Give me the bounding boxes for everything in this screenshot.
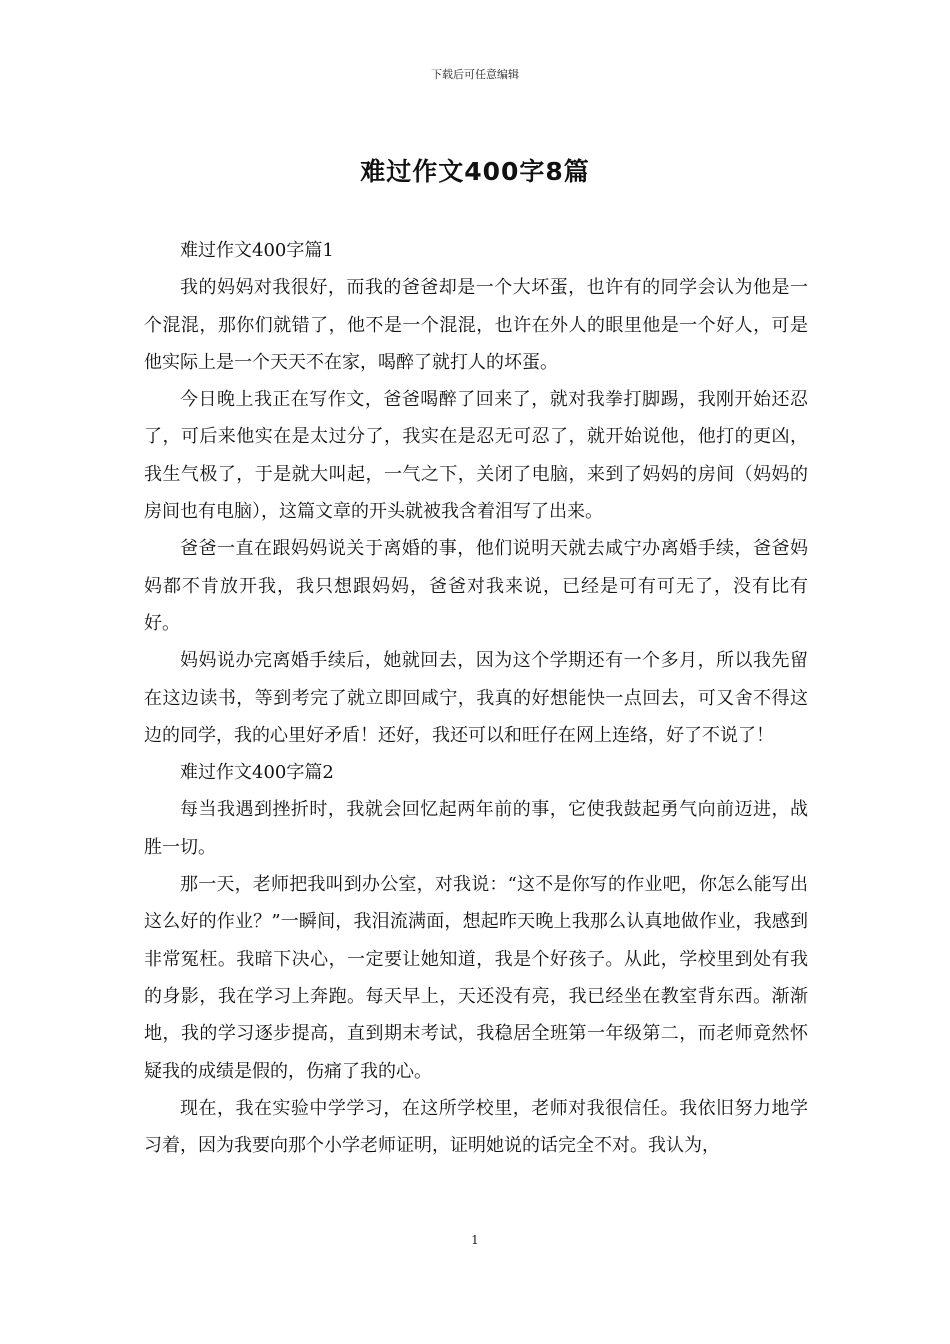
page-header-note: 下载后可任意编辑 <box>431 68 519 81</box>
section-heading-1: 难过作文400字篇1 <box>180 240 334 261</box>
section-heading-2: 难过作文400字篇2 <box>180 762 334 784</box>
page-number: 1 <box>471 1233 479 1247</box>
paragraph: 我的妈妈对我很好，而我的爸爸却是一个大坏蛋，也许有的同学会认为他是一个混混，那你们就错了，他不是一个混混，也许在外人的眼里他是一个好人，可是他实际上是一个天天不在家，喝醉了就打人的坏蛋。 <box>144 277 808 373</box>
paragraph: 今日晚上我正在写作文，爸爸喝醉了回来了，就对我拳打脚踢，我刚开始还忍了，可后来他实在是太过分了，我实在是忍无可忍了，就开始说他，他打的更凶，我生气极了，于是就大叫起，一气之下，关闭了电脑，来到了妈妈的房间（妈妈的房间也有电脑），这篇文章的开头就被我含着泪写了出来。 <box>144 389 808 523</box>
paragraph: 每当我遇到挫折时，我就会回忆起两年前的事，它使我鼓起勇气向前迈进，战胜一切。 <box>144 799 808 858</box>
paragraph: 爸爸一直在跟妈妈说关于离婚的事，他们说明天就去咸宁办离婚手续，爸爸妈妈都不肯放开我，我只想跟妈妈，爸爸对我来说，已经是可有可无了，没有比有好。 <box>144 538 808 634</box>
paragraph: 妈妈说办完离婚手续后，她就回去，因为这个学期还有一个多月，所以我先留在这边读书，等到考完了就立即回咸宁，我真的好想能快一点回去，可又舍不得这边的同学，我的心里好矛盾！还好，我还可以和旺仔在网上连络，好了不说了！ <box>144 650 808 746</box>
document-body <box>144 232 808 1164</box>
paragraph: 那一天，老师把我叫到办公室，对我说：“这不是你写的作业吧，你怎么能写出这么好的作业？”一瞬间，我泪流满面，想起昨天晚上我那么认真地做作业，我感到非常冤枉。我暗下决心，一定要让她知道，我是个好孩子。从此，学校里到处有我的身影，我在学习上奔跑。每天早上，天还没有亮，我已经坐在教室背东西。渐渐地，我的学习逐步提高，直到期末考试，我稳居全班第一年级第二，而老师竟然怀疑我的成绩是假的，伤痛了我的心。 <box>144 874 808 1082</box>
paragraph: 现在，我在实验中学学习，在这所学校里，老师对我很信任。我依旧努力地学习着，因为我要向那个小学老师证明，证明她说的话完全不对。我认为， <box>144 1097 808 1157</box>
document-title: 难过作文400字8篇 <box>360 157 590 186</box>
